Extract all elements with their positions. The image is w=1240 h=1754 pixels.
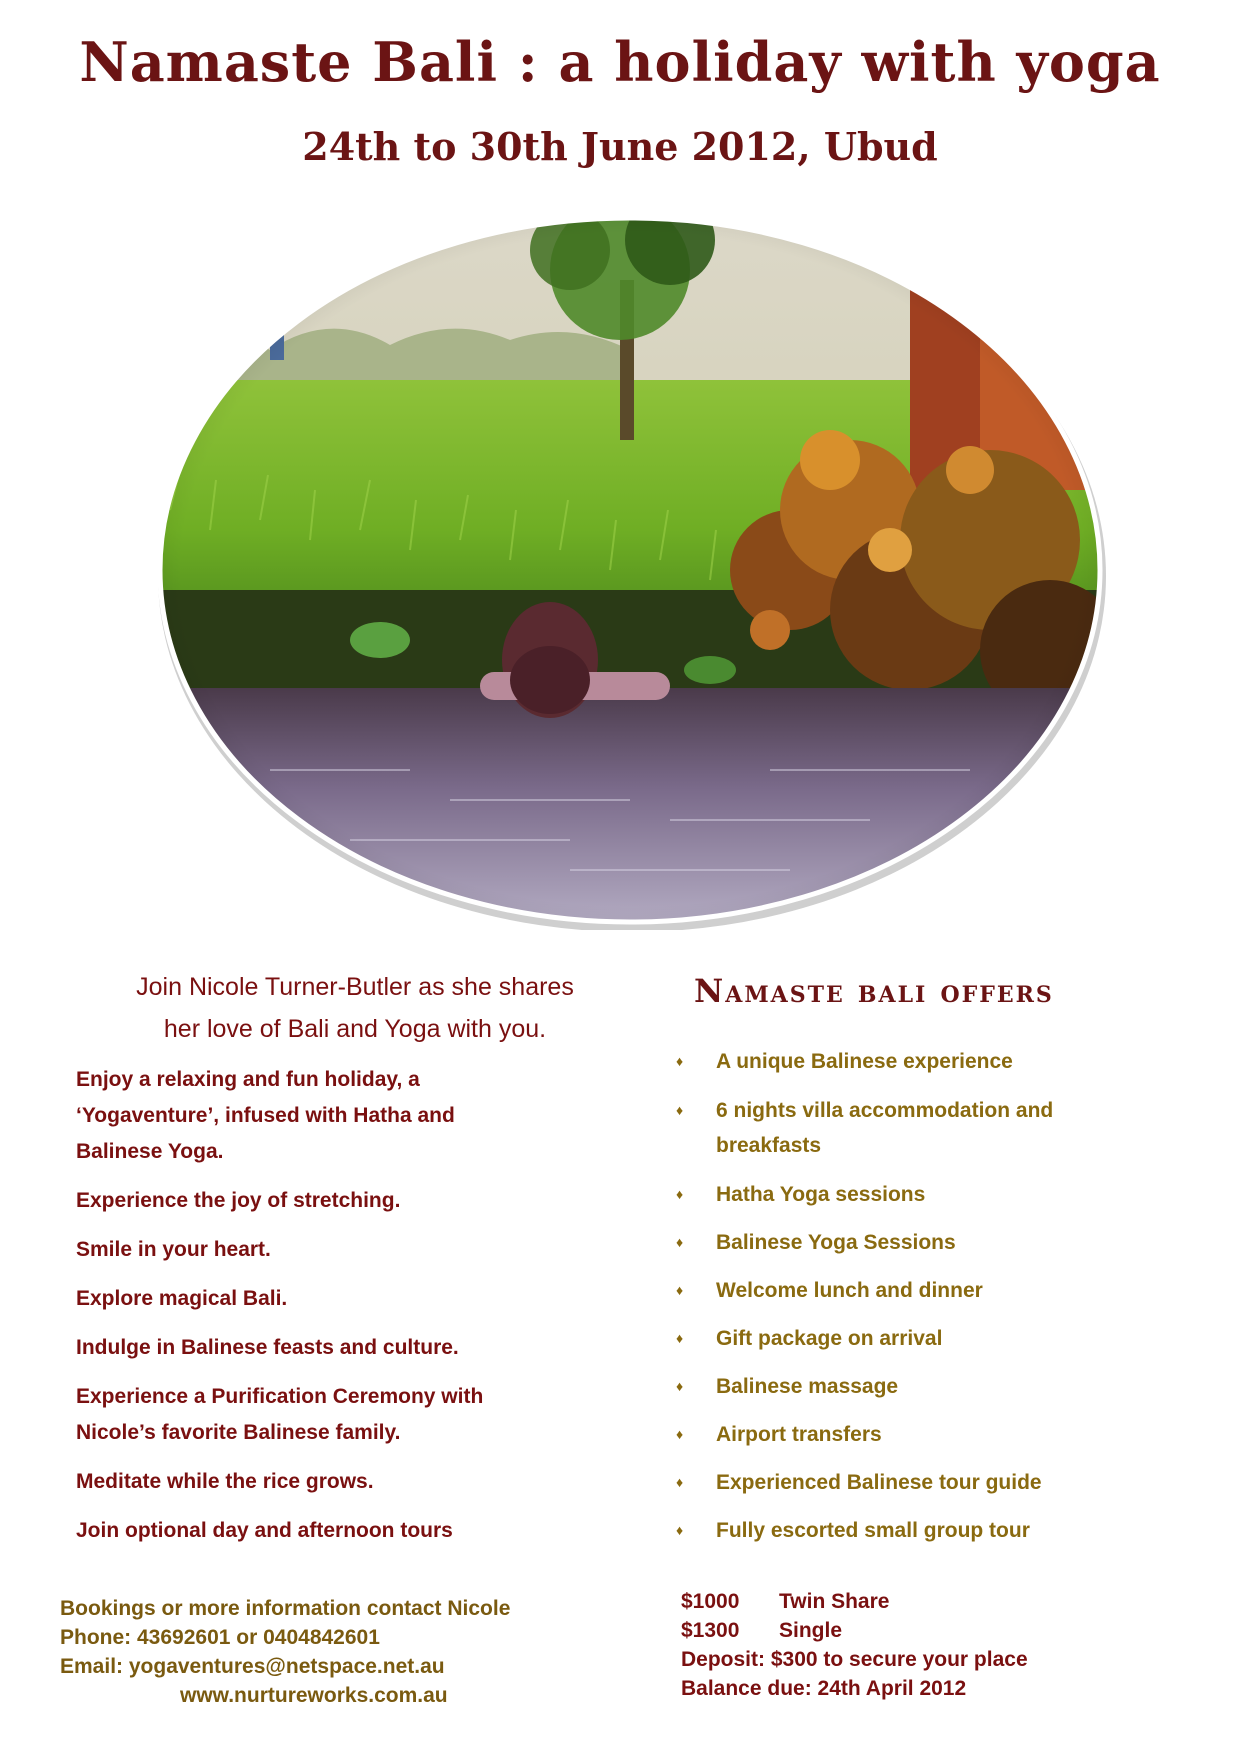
highlight-line: Experience the joy of stretching. <box>76 1189 401 1212</box>
diamond-bullet-icon: ♦ <box>676 1053 684 1069</box>
diamond-bullet-icon: ♦ <box>676 1186 684 1202</box>
offer-item: ♦ Airport transfers <box>676 1417 1216 1452</box>
highlight-line: Meditate while the rice grows. <box>76 1470 374 1493</box>
deposit-line: Deposit: $300 to secure your place <box>681 1648 1028 1671</box>
page-title: Namaste Bali : a holiday with yoga <box>79 30 1161 94</box>
diamond-bullet-icon: ♦ <box>676 1474 684 1490</box>
diamond-bullet-icon: ♦ <box>676 1282 684 1298</box>
contact-info <box>60 1594 620 1710</box>
intro-line-2: her love of Bali and Yoga with you. <box>163 1015 547 1043</box>
highlight-line: Smile in your heart. <box>76 1238 271 1261</box>
offer-item: ♦ Welcome lunch and dinner <box>676 1273 1216 1308</box>
highlight-line: Indulge in Balinese feasts and culture. <box>76 1336 459 1359</box>
intro-text <box>40 966 670 1050</box>
diamond-bullet-icon: ♦ <box>676 1378 684 1394</box>
diamond-bullet-icon: ♦ <box>676 1522 684 1538</box>
highlight-line: Join optional day and afternoon tours <box>76 1519 453 1542</box>
contact-phone: Phone: 43692601 or 0404842601 <box>60 1626 380 1649</box>
offer-item: ♦ Balinese massage <box>676 1369 1216 1404</box>
highlight-line: Nicole’s favorite Balinese family. <box>76 1421 401 1444</box>
diamond-bullet-icon: ♦ <box>676 1330 684 1346</box>
price-label: Single <box>779 1619 843 1642</box>
hero-photo-illustration <box>150 210 1110 930</box>
offer-item: ♦ Gift package on arrival <box>676 1321 1216 1356</box>
highlight-line: Explore magical Bali. <box>76 1287 288 1310</box>
balance-due-line: Balance due: 24th April 2012 <box>681 1677 967 1700</box>
offer-item: ♦ A unique Balinese experience <box>676 1044 1216 1079</box>
diamond-bullet-icon: ♦ <box>676 1102 684 1118</box>
diamond-bullet-icon: ♦ <box>676 1234 684 1250</box>
offer-item: ♦ Hatha Yoga sessions <box>676 1177 1216 1212</box>
highlight-line: ‘Yogaventure’, infused with Hatha and <box>76 1104 455 1127</box>
price-amount: $1300 <box>681 1619 740 1642</box>
highlight-line: Experience a Purification Ceremony with <box>76 1385 484 1408</box>
contact-email[interactable]: Email: yogaventures@netspace.net.au <box>60 1655 445 1678</box>
offers-list <box>676 1044 1216 1548</box>
twin-share-price <box>681 1587 1181 1616</box>
offers-heading: Namaste bali offers <box>694 972 1054 1010</box>
price-amount: $1000 <box>681 1590 740 1613</box>
offer-item: ♦ Fully escorted small group tour <box>676 1513 1216 1548</box>
highlight-line: Balinese Yoga. <box>76 1140 224 1163</box>
offer-item: ♦ 6 nights villa accommodation and <box>676 1093 1216 1128</box>
contact-line: Bookings or more information contact Nicole <box>60 1597 511 1620</box>
offer-item: ♦ Balinese Yoga Sessions <box>676 1225 1216 1260</box>
offer-item: ♦ Experienced Balinese tour guide <box>676 1465 1216 1500</box>
hero-photo <box>150 210 1110 930</box>
intro-line-1: Join Nicole Turner-Butler as she shares <box>136 973 574 1001</box>
highlight-line: Enjoy a relaxing and fun holiday, a <box>76 1068 420 1091</box>
single-price <box>681 1616 1181 1645</box>
diamond-bullet-icon: ♦ <box>676 1426 684 1442</box>
website-link[interactable]: www.nurtureworks.com.au <box>180 1684 448 1707</box>
event-dates: 24th to 30th June 2012, Ubud <box>302 124 938 169</box>
holiday-highlights <box>76 1062 676 1549</box>
pricing-info <box>681 1587 1181 1703</box>
offer-item-continued: breakfasts <box>716 1134 822 1157</box>
price-label: Twin Share <box>779 1590 890 1613</box>
